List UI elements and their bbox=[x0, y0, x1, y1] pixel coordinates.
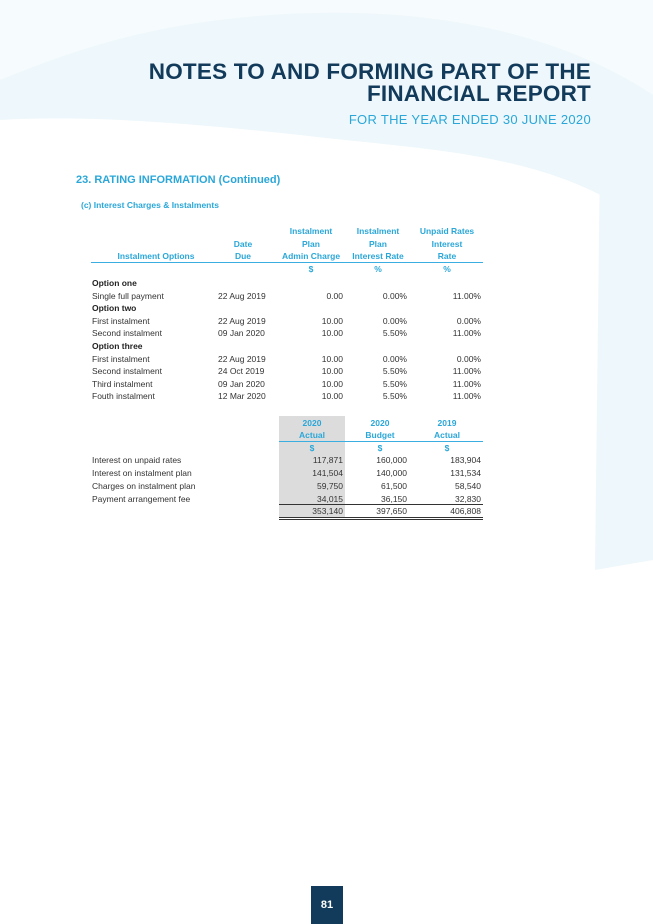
row-budget: 61,500 bbox=[381, 481, 407, 491]
header-admin-1: Instalment bbox=[289, 226, 333, 236]
header-unpaid-unit: % bbox=[443, 264, 451, 274]
row-date: 09 Jan 2020 bbox=[218, 328, 265, 338]
row-label: Interest on unpaid rates bbox=[92, 455, 182, 465]
total-actual: 353,140 bbox=[312, 506, 343, 516]
total-double-rule-1 bbox=[279, 517, 483, 518]
header-date-2: Due bbox=[234, 251, 252, 261]
row-admin-charge: 10.00 bbox=[321, 366, 343, 376]
row-label: Single full payment bbox=[92, 291, 164, 301]
row-date: 24 Oct 2019 bbox=[218, 366, 265, 376]
row-label: Interest on instalment plan bbox=[92, 468, 192, 478]
row-prior-actual: 183,904 bbox=[450, 455, 481, 465]
row-admin-charge: 10.00 bbox=[321, 354, 343, 364]
header-prior-label: Actual bbox=[434, 430, 460, 440]
header-unpaid-1: Unpaid Rates bbox=[419, 226, 475, 236]
header-prior-year: 2019 bbox=[437, 418, 457, 428]
row-admin-charge: 10.00 bbox=[321, 328, 343, 338]
row-label: Charges on instalment plan bbox=[92, 481, 196, 491]
row-admin-charge: 10.00 bbox=[321, 379, 343, 389]
subsection-heading: (c) Interest Charges & Instalments bbox=[81, 200, 219, 210]
row-date: 12 Mar 2020 bbox=[218, 391, 266, 401]
row-unpaid-rate: 11.00% bbox=[452, 379, 481, 389]
row-prior-actual: 58,540 bbox=[455, 481, 481, 491]
header-options: Instalment Options bbox=[117, 251, 195, 261]
row-unpaid-rate: 11.00% bbox=[452, 328, 481, 338]
page-number: 81 bbox=[311, 886, 343, 924]
row-label: Second instalment bbox=[92, 328, 162, 338]
header-rate-1: Instalment bbox=[356, 226, 400, 236]
option-group-label: Option one bbox=[92, 278, 137, 288]
row-admin-charge: 10.00 bbox=[321, 316, 343, 326]
table2-header-rule bbox=[279, 441, 483, 442]
option-group-label: Option three bbox=[92, 341, 143, 351]
header-rate-unit: % bbox=[374, 264, 382, 274]
header-unpaid-2: Interest bbox=[431, 239, 463, 249]
row-actual: 141,504 bbox=[312, 468, 343, 478]
row-budget: 160,000 bbox=[376, 455, 407, 465]
header-actual-unit: $ bbox=[309, 443, 315, 453]
row-label: Third instalment bbox=[92, 379, 153, 389]
total-double-rule-2 bbox=[279, 519, 483, 520]
header-budget-year: 2020 bbox=[370, 418, 390, 428]
row-date: 09 Jan 2020 bbox=[218, 379, 265, 389]
row-date: 22 Aug 2019 bbox=[218, 291, 266, 301]
row-label: Fouth instalment bbox=[92, 391, 155, 401]
row-prior-actual: 32,830 bbox=[455, 494, 481, 504]
row-unpaid-rate: 11.00% bbox=[452, 366, 481, 376]
row-interest-rate: 0.00% bbox=[382, 291, 407, 301]
header-unpaid-3: Rate bbox=[437, 251, 457, 261]
total-top-rule bbox=[279, 504, 483, 505]
row-interest-rate: 5.50% bbox=[382, 391, 407, 401]
row-date: 22 Aug 2019 bbox=[218, 316, 266, 326]
row-actual: 117,871 bbox=[312, 455, 343, 465]
header-actual-year: 2020 bbox=[302, 418, 322, 428]
row-actual: 59,750 bbox=[317, 481, 343, 491]
row-actual: 34,015 bbox=[317, 494, 343, 504]
section-heading: 23. RATING INFORMATION (Continued) bbox=[76, 174, 281, 186]
header-date-1: Date bbox=[233, 239, 253, 249]
table1-header-rule bbox=[91, 262, 483, 263]
row-interest-rate: 5.50% bbox=[382, 328, 407, 338]
row-admin-charge: 10.00 bbox=[321, 391, 343, 401]
header-rate-3: Interest Rate bbox=[352, 251, 404, 261]
row-date: 22 Aug 2019 bbox=[218, 354, 266, 364]
row-unpaid-rate: 11.00% bbox=[452, 391, 481, 401]
header-budget-unit: $ bbox=[377, 443, 383, 453]
page-title: NOTES TO AND FORMING PART OF THE FINANCIAL REPORT bbox=[148, 59, 591, 106]
header-admin-2: Plan bbox=[302, 239, 320, 249]
header-admin-3: Admin Charge bbox=[281, 251, 341, 261]
header-actual-label: Actual bbox=[299, 430, 325, 440]
row-label: First instalment bbox=[92, 354, 150, 364]
row-admin-charge: 0.00 bbox=[326, 291, 343, 301]
row-interest-rate: 0.00% bbox=[382, 316, 407, 326]
header-prior-unit: $ bbox=[444, 443, 450, 453]
row-unpaid-rate: 11.00% bbox=[452, 291, 481, 301]
header-admin-unit: $ bbox=[308, 264, 314, 274]
total-budget: 397,650 bbox=[376, 506, 407, 516]
row-budget: 36,150 bbox=[381, 494, 407, 504]
row-unpaid-rate: 0.00% bbox=[456, 316, 481, 326]
total-prior: 406,808 bbox=[450, 506, 481, 516]
row-label: First instalment bbox=[92, 316, 150, 326]
row-label: Second instalment bbox=[92, 366, 162, 376]
row-interest-rate: 5.50% bbox=[382, 366, 407, 376]
row-label: Payment arrangement fee bbox=[92, 494, 191, 504]
row-interest-rate: 0.00% bbox=[382, 354, 407, 364]
header-budget-label: Budget bbox=[365, 430, 395, 440]
row-budget: 140,000 bbox=[376, 468, 407, 478]
row-interest-rate: 5.50% bbox=[382, 379, 407, 389]
row-unpaid-rate: 0.00% bbox=[456, 354, 481, 364]
page-subtitle: FOR THE YEAR ENDED 30 JUNE 2020 bbox=[348, 112, 591, 127]
option-group-label: Option two bbox=[92, 303, 137, 313]
header-rate-2: Plan bbox=[369, 239, 387, 249]
row-prior-actual: 131,534 bbox=[450, 468, 481, 478]
